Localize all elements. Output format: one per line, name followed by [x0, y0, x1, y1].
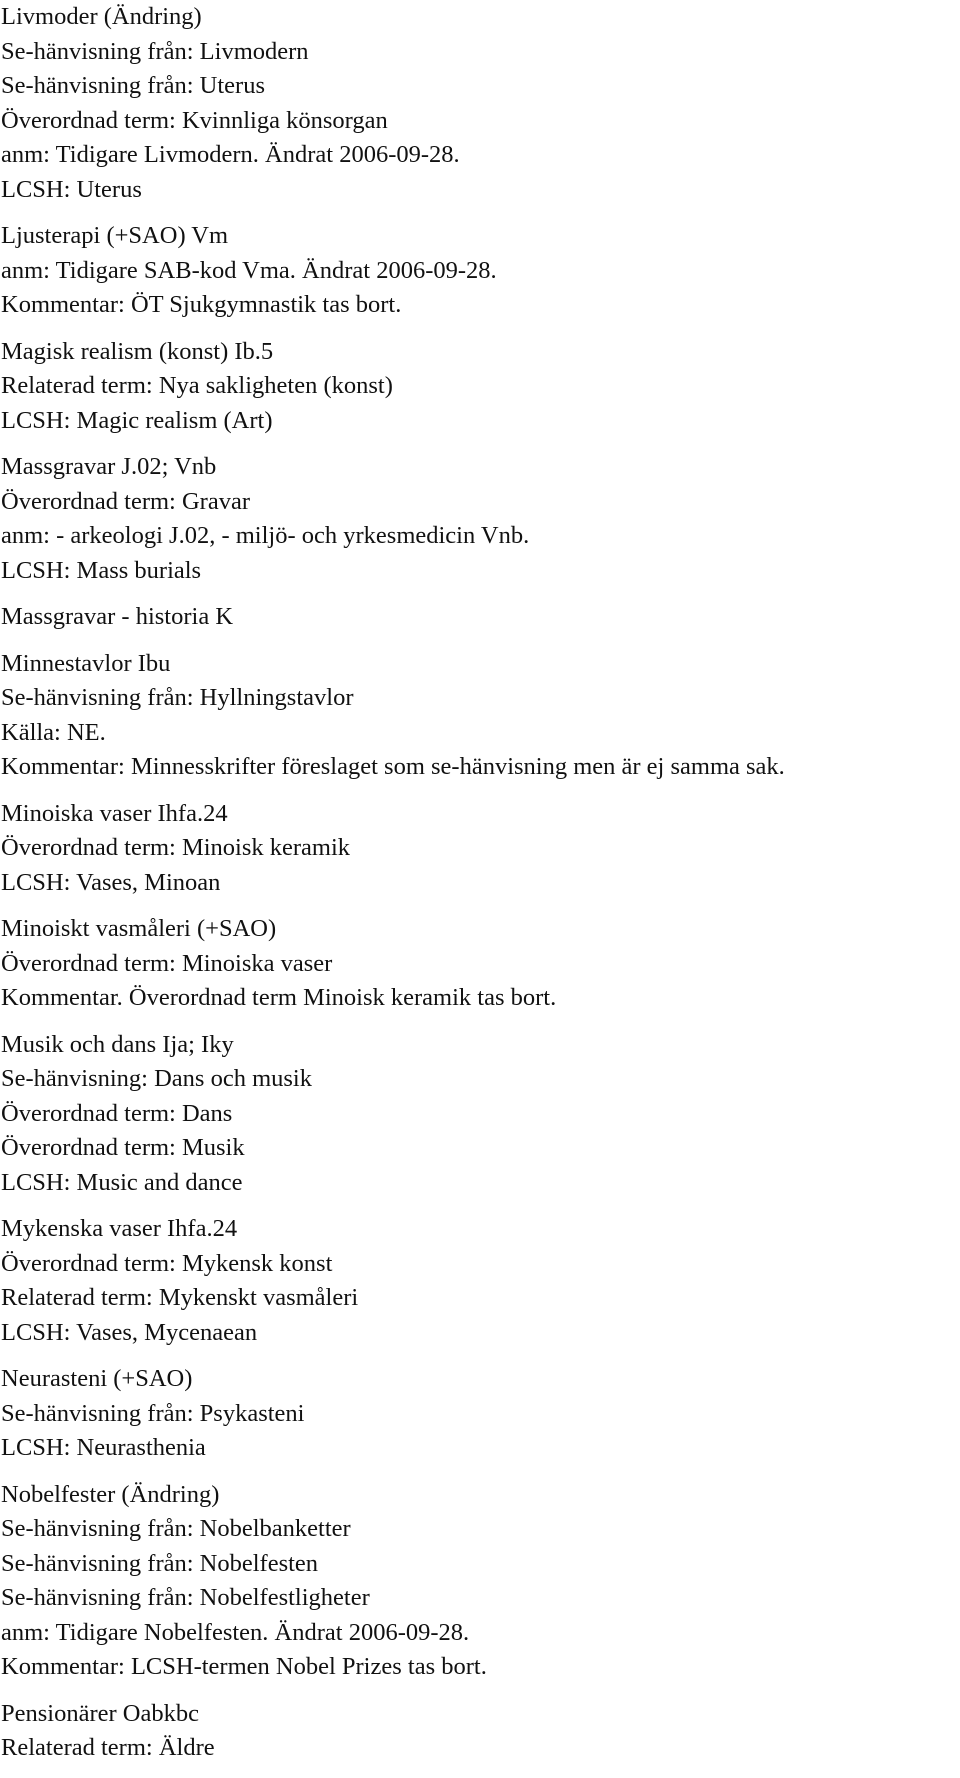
entry-detail-line: Se-hänvisning från: Psykasteni: [1, 1399, 305, 1427]
entry-detail-line: Överordnad term: Kvinnliga könsorgan: [1, 106, 388, 134]
entry-heading: Pensionärer Oabkbc: [1, 1699, 199, 1727]
entry-detail-line: Kommentar: ÖT Sjukgymnastik tas bort.: [1, 291, 402, 318]
entry-heading: Massgravar J.02; Vnb: [1, 453, 217, 480]
thesaurus-entry: [1, 1362, 956, 1466]
entry-detail-line: anm: Tidigare Nobelfesten. Ändrat 2006-09-28.: [1, 1618, 470, 1646]
entry-detail-line: anm: Tidigare SAB-kod Vma. Ändrat 2006-09-28.: [1, 256, 497, 284]
entry-heading: Minoiska vaser Ihfa.24: [1, 799, 228, 827]
entry-detail-line: Se-hänvisning från: Nobelbanketter: [1, 1515, 351, 1542]
entry-detail-line: Kommentar: LCSH-termen Nobel Prizes tas bort.: [1, 1653, 487, 1680]
entry-detail-line: LCSH: Vases, Minoan: [1, 868, 221, 896]
thesaurus-entry: [1, 647, 956, 785]
entry-heading: Nobelfester (Ändring): [1, 1480, 220, 1508]
entry-heading: Minnestavlor Ibu: [1, 649, 171, 677]
entry-heading: Neurasteni (+SAO): [1, 1365, 193, 1392]
entry-detail-line: Se-hänvisning från: Nobelfesten: [1, 1549, 319, 1577]
entry-heading: Livmoder (Ändring): [1, 3, 202, 30]
entry-detail-line: LCSH: Uterus: [1, 175, 142, 203]
thesaurus-entry: [1, 1697, 956, 1766]
entry-detail-line: Se-hänvisning från: Uterus: [1, 72, 265, 99]
entry-detail-line: Se-hänvisning från: Livmodern: [1, 37, 309, 65]
entry-heading: Mykenska vaser Ihfa.24: [1, 1215, 238, 1242]
entry-detail-line: LCSH: Mass burials: [1, 556, 202, 584]
entry-detail-line: Kommentar: Minnesskrifter föreslaget som se-hänvisning men är ej samma sak.: [1, 753, 785, 780]
thesaurus-entry: [1, 450, 956, 588]
entry-detail-line: Se-hänvisning från: Nobelfestligheter: [1, 1584, 370, 1611]
entry-detail-line: Överordnad term: Musik: [1, 1134, 245, 1161]
entry-heading: Massgravar - historia K: [1, 603, 234, 630]
entry-detail-line: LCSH: Vases, Mycenaean: [1, 1318, 258, 1346]
thesaurus-entry: [1, 0, 956, 207]
entry-heading: Minoiskt vasmåleri (+SAO): [1, 915, 277, 942]
entry-detail-line: LCSH: Magic realism (Art): [1, 406, 273, 434]
entry-detail-line: LCSH: Music and dance: [1, 1168, 243, 1196]
entry-heading: Musik och dans Ija; Iky: [1, 1030, 234, 1058]
entry-detail-line: Relaterad term: Äldre: [1, 1734, 215, 1761]
entry-detail-line: Överordnad term: Minoisk keramik: [1, 834, 351, 861]
entry-detail-line: anm: - arkeologi J.02, - miljö- och yrkesmedicin Vnb.: [1, 522, 530, 549]
entry-detail-line: Överordnad term: Minoiska vaser: [1, 949, 333, 977]
thesaurus-entry: [1, 1028, 956, 1201]
thesaurus-entry: [1, 797, 956, 901]
entry-detail-line: Överordnad term: Dans: [1, 1099, 233, 1127]
entry-detail-line: Överordnad term: Gravar: [1, 487, 250, 515]
entry-heading: Ljusterapi (+SAO) Vm: [1, 222, 229, 249]
document-page: [1, 0, 956, 1778]
thesaurus-entry: [1, 600, 956, 635]
thesaurus-entry: [1, 1212, 956, 1350]
entry-detail-line: anm: Tidigare Livmodern. Ändrat 2006-09-28.: [1, 141, 460, 168]
entry-detail-line: Relaterad term: Nya sakligheten (konst): [1, 372, 393, 399]
entry-detail-line: Överordnad term: Mykensk konst: [1, 1249, 333, 1277]
entry-detail-line: Se-hänvisning från: Hyllningstavlor: [1, 684, 354, 711]
thesaurus-entry: [1, 912, 956, 1016]
entry-detail-line: Se-hänvisning: Dans och musik: [1, 1065, 312, 1092]
thesaurus-entry: [1, 335, 956, 439]
entry-heading: Magisk realism (konst) Ib.5: [1, 337, 274, 365]
entry-detail-line: Kommentar. Överordnad term Minoisk keramik tas bort.: [1, 984, 557, 1011]
thesaurus-entry: [1, 1478, 956, 1685]
entry-detail-line: Relaterad term: Mykenskt vasmåleri: [1, 1284, 359, 1311]
thesaurus-entry: [1, 219, 956, 323]
entry-detail-line: Källa: NE.: [1, 718, 106, 746]
entry-detail-line: LCSH: Neurasthenia: [1, 1434, 206, 1461]
